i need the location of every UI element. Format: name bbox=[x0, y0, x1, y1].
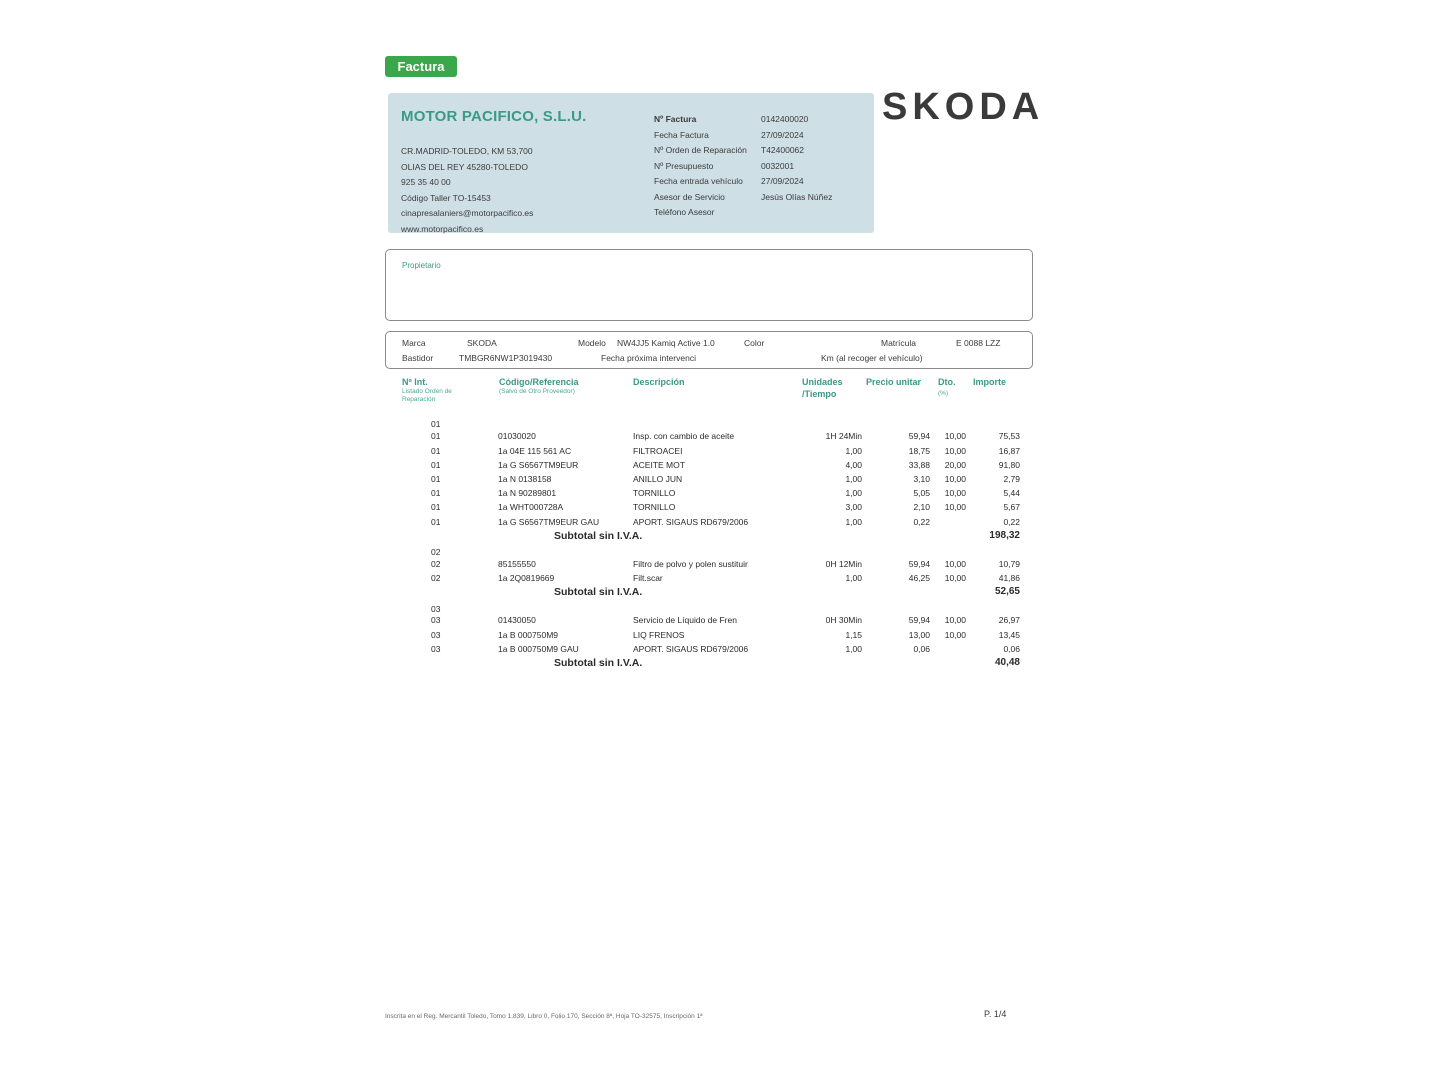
cell-price: 46,25 bbox=[908, 573, 930, 583]
subtotal-label: Subtotal sin I.V.A. bbox=[554, 530, 643, 542]
cell-amount: 0,22 bbox=[1003, 517, 1020, 527]
cell-description: APORT. SIGAUS RD679/2006 bbox=[633, 644, 749, 654]
cell-price: 59,94 bbox=[908, 615, 930, 625]
company-email: cinapresalaniers@motorpacifico.es bbox=[401, 208, 534, 218]
subtotal-value: 198,32 bbox=[989, 530, 1020, 541]
cell-price: 13,00 bbox=[908, 630, 930, 640]
cell-discount: 10,00 bbox=[944, 431, 966, 441]
header-units-sub: /Tiempo bbox=[802, 389, 837, 399]
workshop-code: Código Taller TO-15453 bbox=[401, 192, 491, 203]
cell-code: 1a 2Q0819669 bbox=[498, 573, 555, 583]
make: SKODA bbox=[467, 338, 497, 348]
cell-units: 4,00 bbox=[845, 460, 862, 470]
cell-order: 02 bbox=[431, 559, 441, 569]
cell-amount: 91,80 bbox=[998, 460, 1020, 470]
cell-discount: 10,00 bbox=[944, 474, 966, 484]
cell-discount: 10,00 bbox=[944, 446, 966, 456]
make-label: Marca bbox=[402, 338, 426, 348]
cell-units: 1H 24Min bbox=[825, 431, 862, 441]
cell-units: 1,00 bbox=[845, 488, 862, 498]
table-row bbox=[0, 557, 1440, 571]
cell-discount: 10,00 bbox=[944, 488, 966, 498]
header-discount: Dto. bbox=[938, 377, 956, 387]
cell-discount: 10,00 bbox=[944, 502, 966, 512]
table-row bbox=[0, 571, 1440, 585]
plate: E 0088 LZZ bbox=[956, 338, 1001, 348]
cell-price: 33,88 bbox=[908, 460, 930, 470]
cell-amount: 13,45 bbox=[998, 630, 1020, 640]
company-header-box bbox=[388, 93, 874, 233]
invoice-info-row bbox=[654, 190, 871, 206]
cell-units: 1,00 bbox=[845, 446, 862, 456]
cell-code: 1a B 000750M9 bbox=[498, 630, 559, 640]
cell-order: 01 bbox=[431, 474, 441, 484]
service-advisor: Jesús Olías Núñez bbox=[761, 191, 833, 202]
company-phone: 925 35 40 00 bbox=[401, 177, 451, 187]
cell-code: 1a N 90289801 bbox=[498, 488, 557, 498]
color-label: Color bbox=[744, 338, 765, 348]
table-row bbox=[0, 515, 1440, 529]
cell-amount: 75,53 bbox=[998, 431, 1020, 441]
entry-date: 27/09/2024 bbox=[761, 176, 804, 186]
cell-discount: 10,00 bbox=[944, 559, 966, 569]
table-row bbox=[0, 613, 1440, 627]
table-row bbox=[0, 444, 1440, 458]
cell-order: 03 bbox=[431, 630, 441, 640]
cell-description: ACEITE MOT bbox=[633, 460, 685, 470]
cell-price: 59,94 bbox=[908, 559, 930, 569]
cell-units: 0H 12Min bbox=[825, 559, 862, 569]
subtotal-value: 40,48 bbox=[994, 657, 1020, 668]
header-code-sub: (Salvo de Otro Proveedor) bbox=[499, 388, 575, 395]
entry-date-label: Fecha entrada vehículo bbox=[654, 176, 743, 186]
subtotal-label: Subtotal sin I.V.A. bbox=[554, 657, 643, 669]
company-name: MOTOR PACIFICO, S.L.U. bbox=[401, 108, 587, 125]
cell-discount: 20,00 bbox=[944, 460, 966, 470]
cell-units: 0H 30Min bbox=[825, 615, 862, 625]
cell-code: 1a 04E 115 561 AC bbox=[498, 446, 572, 456]
model: NW4JJ5 Kamiq Active 1.0 bbox=[617, 338, 715, 348]
cell-units: 1,00 bbox=[845, 573, 862, 583]
cell-amount: 41,86 bbox=[998, 573, 1020, 583]
invoice-info-row bbox=[654, 112, 871, 128]
section-number: 02 bbox=[431, 547, 441, 557]
cell-description: Filt.scar bbox=[633, 573, 663, 583]
cell-price: 3,10 bbox=[913, 474, 930, 484]
skoda-logo: SKODA bbox=[882, 86, 1045, 128]
cell-units: 1,00 bbox=[845, 474, 862, 484]
table-row bbox=[0, 500, 1440, 514]
repair-order: T42400062 bbox=[761, 145, 805, 155]
cell-order: 01 bbox=[431, 431, 441, 441]
subtotal-label: Subtotal sin I.V.A. bbox=[554, 586, 643, 598]
vehicle-box bbox=[385, 331, 1033, 369]
cell-code: 01430050 bbox=[498, 615, 536, 625]
header-units: Unidades bbox=[802, 377, 843, 387]
owner-box bbox=[385, 249, 1033, 321]
invoice-number: 0142400020 bbox=[761, 114, 809, 124]
invoice-info-row bbox=[654, 174, 871, 190]
model-label: Modelo bbox=[578, 338, 606, 348]
advisor-phone bbox=[761, 205, 871, 221]
cell-units: 3,00 bbox=[845, 502, 862, 512]
cell-price: 0,06 bbox=[913, 644, 930, 654]
cell-discount: 10,00 bbox=[944, 630, 966, 640]
cell-units: 1,00 bbox=[845, 644, 862, 654]
cell-price: 2,10 bbox=[913, 502, 930, 512]
invoice-info-row bbox=[654, 159, 871, 175]
cell-description: Insp. con cambio de aceite bbox=[633, 431, 735, 441]
table-row bbox=[0, 458, 1440, 472]
cell-amount: 10,79 bbox=[998, 559, 1020, 569]
cell-price: 18,75 bbox=[908, 446, 930, 456]
cell-units: 1,00 bbox=[845, 517, 862, 527]
header-description: Descripción bbox=[633, 377, 685, 387]
mileage-label: Km (al recoger el vehículo) bbox=[821, 353, 923, 363]
cell-description: FILTROACEI bbox=[633, 446, 683, 456]
invoice-info-row bbox=[654, 128, 871, 144]
header-order: Nº Int. bbox=[402, 377, 428, 387]
cell-description: ANILLO JUN bbox=[633, 474, 683, 484]
company-address bbox=[401, 144, 533, 237]
cell-description: LIQ FRENOS bbox=[633, 630, 685, 640]
cell-amount: 5,67 bbox=[1003, 502, 1020, 512]
invoice-info bbox=[654, 112, 871, 221]
invoice-info-row bbox=[654, 205, 871, 221]
document-type-badge: Factura bbox=[385, 56, 457, 77]
cell-amount: 16,87 bbox=[998, 446, 1020, 456]
cell-amount: 26,97 bbox=[998, 615, 1020, 625]
invoice-number-label: Nº Factura bbox=[654, 114, 697, 124]
table-row bbox=[0, 486, 1440, 500]
cell-code: 1a N 0138158 bbox=[498, 474, 552, 484]
cell-description: Servicio de Líquido de Fren bbox=[633, 615, 737, 625]
cell-order: 03 bbox=[431, 615, 441, 625]
invoice-date-label: Fecha Factura bbox=[654, 129, 709, 140]
invoice-info-row bbox=[654, 143, 871, 159]
header-order-sub: Listado Orden de Reparación bbox=[402, 388, 452, 403]
header-discount-sub: (%) bbox=[938, 390, 949, 397]
company-address-line: CR.MADRID-TOLEDO, KM 53,700 bbox=[401, 146, 533, 156]
header-amount: Importe bbox=[973, 377, 1007, 387]
cell-description: Filtro de polvo y polen sustituir bbox=[633, 559, 748, 569]
cell-amount: 2,79 bbox=[1003, 474, 1020, 484]
subtotal-value: 52,65 bbox=[994, 586, 1020, 597]
cell-discount: 10,00 bbox=[944, 573, 966, 583]
cell-amount: 5,44 bbox=[1003, 488, 1020, 498]
quote-number: 0032001 bbox=[761, 160, 795, 171]
invoice-date: 27/09/2024 bbox=[761, 129, 804, 140]
legal-footer: Inscrita en el Reg. Mercantil Toledo, Tomo 1.839, Libro 0, Folio 170, Sección 8ª, Hoja TO-32575, Inscripción 1ª bbox=[385, 1013, 703, 1020]
header-code: Código/Referencia bbox=[499, 377, 579, 387]
section-number: 01 bbox=[431, 419, 441, 429]
cell-discount: 10,00 bbox=[944, 615, 966, 625]
plate-label: Matrícula bbox=[881, 338, 916, 348]
section-number: 03 bbox=[431, 604, 441, 614]
cell-order: 01 bbox=[431, 460, 441, 470]
cell-order: 01 bbox=[431, 502, 441, 512]
cell-code: 1a B 000750M9 GAU bbox=[498, 644, 579, 654]
chassis-label: Bastidor bbox=[402, 353, 434, 363]
owner-label: Propietario bbox=[402, 261, 441, 270]
cell-order: 01 bbox=[431, 488, 441, 498]
repair-order-label: Nº Orden de Reparación bbox=[654, 145, 747, 155]
table-row bbox=[0, 642, 1440, 656]
page-number: P. 1/4 bbox=[984, 1009, 1007, 1019]
cell-code: 1a G S6567TM9EUR bbox=[498, 460, 579, 470]
cell-order: 01 bbox=[431, 446, 441, 456]
table-row bbox=[0, 429, 1440, 443]
cell-price: 5,05 bbox=[913, 488, 930, 498]
header-unit-price: Precio unitar bbox=[866, 377, 922, 387]
table-row bbox=[0, 472, 1440, 486]
chassis: TMBGR6NW1P3019430 bbox=[459, 353, 553, 363]
cell-description: APORT. SIGAUS RD679/2006 bbox=[633, 517, 749, 527]
cell-order: 03 bbox=[431, 644, 441, 654]
cell-code: 1a G S6567TM9EUR GAU bbox=[498, 517, 600, 527]
cell-code: 85155550 bbox=[498, 559, 536, 569]
company-address-line: OLIAS DEL REY 45280-TOLEDO bbox=[401, 161, 528, 172]
company-website: www.motorpacifico.es bbox=[401, 223, 484, 234]
cell-description: TORNILLO bbox=[633, 502, 676, 512]
service-advisor-label: Asesor de Servicio bbox=[654, 191, 725, 202]
cell-units: 1,15 bbox=[845, 630, 862, 640]
advisor-phone-label: Teléfono Asesor bbox=[654, 207, 715, 217]
quote-label: Nº Presupuesto bbox=[654, 160, 714, 171]
table-row bbox=[0, 628, 1440, 642]
cell-order: 01 bbox=[431, 517, 441, 527]
cell-order: 02 bbox=[431, 573, 441, 583]
cell-code: 1a WHT000728A bbox=[498, 502, 564, 512]
cell-price: 0,22 bbox=[913, 517, 930, 527]
next-service-label: Fecha próxima intervenci bbox=[601, 353, 696, 363]
cell-code: 01030020 bbox=[498, 431, 536, 441]
cell-description: TORNILLO bbox=[633, 488, 676, 498]
cell-amount: 0,06 bbox=[1003, 644, 1020, 654]
cell-price: 59,94 bbox=[908, 431, 930, 441]
